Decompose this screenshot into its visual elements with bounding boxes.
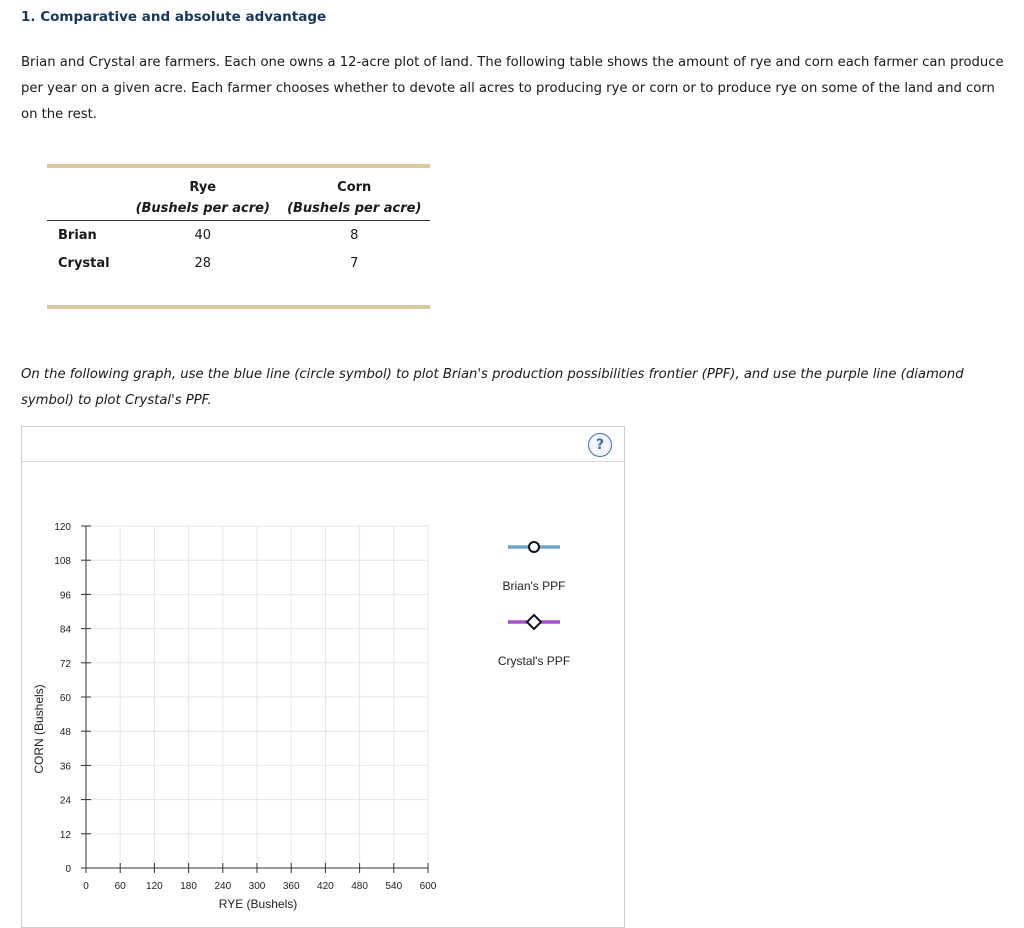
col-unit-rye: (Bushels per acre) <box>127 195 279 221</box>
row-label-brian: Brian <box>58 227 97 243</box>
table-row <box>47 221 430 250</box>
y-tick-label: 108 <box>54 556 71 568</box>
y-tick-label: 120 <box>54 522 71 533</box>
question-intro: Brian and Crystal are farmers. Each one owns a 12-acre plot of land. The following table shows the amount of rye and corn each farmer can produce per year on a given acre. Each farmer chooses whether to devote all acres to producing rye or corn or to produce rye on some of the land and corn on the rest. <box>21 55 1004 122</box>
cell-brian-rye: 40 <box>194 227 212 243</box>
legend-crystal-label: Crystal's PPF <box>497 654 571 668</box>
row-label-crystal: Crystal <box>58 255 110 271</box>
x-tick-label: 360 <box>282 881 300 892</box>
y-tick-label: 84 <box>59 624 71 636</box>
y-tick-label: 72 <box>59 658 71 670</box>
cell-brian-corn: 8 <box>350 227 359 243</box>
cell-crystal-corn: 7 <box>350 255 359 271</box>
legend-brian-label: Brian's PPF <box>502 579 566 593</box>
question-title: 1. Comparative and absolute advantage <box>21 9 327 25</box>
tick-labels <box>54 522 436 892</box>
x-tick-label: 540 <box>385 881 403 892</box>
x-tick-label: 60 <box>114 881 126 892</box>
y-tick-label: 96 <box>59 590 71 602</box>
col-header-corn: Corn <box>337 180 372 195</box>
cell-crystal-rye: 28 <box>194 255 212 271</box>
x-tick-label: 480 <box>351 881 368 892</box>
x-tick-label: 420 <box>317 881 334 892</box>
x-tick-label: 300 <box>248 881 266 892</box>
table-row <box>47 249 430 277</box>
y-tick-label: 48 <box>59 727 71 739</box>
x-axis-label: RYE (Bushels) <box>218 897 298 911</box>
table-bottom-rule <box>47 305 430 309</box>
production-table <box>47 164 430 309</box>
y-axis-label: CORN (Bushels) <box>32 684 46 774</box>
ppf-graph[interactable] <box>22 427 624 927</box>
x-tick-label: 0 <box>83 881 89 892</box>
x-tick-label: 120 <box>146 881 163 892</box>
graph-panel <box>21 426 625 928</box>
legend-crystal-diamond-icon[interactable] <box>527 615 541 629</box>
x-tick-label: 240 <box>214 881 232 892</box>
y-tick-label: 36 <box>59 761 71 773</box>
legend-brian-ppf[interactable] <box>503 542 566 593</box>
x-tick-label: 600 <box>419 881 437 892</box>
col-unit-corn: (Bushels per acre) <box>279 195 431 221</box>
y-tick-label: 12 <box>59 829 71 841</box>
x-tick-label: 180 <box>180 881 197 892</box>
y-tick-label: 24 <box>59 795 71 807</box>
y-tick-label: 60 <box>59 693 71 704</box>
col-header-rye: Rye <box>189 180 217 195</box>
legend-brian-circle-icon[interactable] <box>529 542 539 552</box>
graph-instructions: On the following graph, use the blue line (circle symbol) to plot Brian's production possibilities frontier (PPF), and use the purple line (diamond symbol) to plot Crystal's PPF. <box>21 367 964 408</box>
help-icon[interactable]: ? <box>588 433 612 457</box>
axes <box>81 526 428 873</box>
legend-crystal-ppf[interactable] <box>498 615 570 668</box>
gridlines <box>86 526 428 868</box>
y-tick-label: 0 <box>65 864 71 875</box>
